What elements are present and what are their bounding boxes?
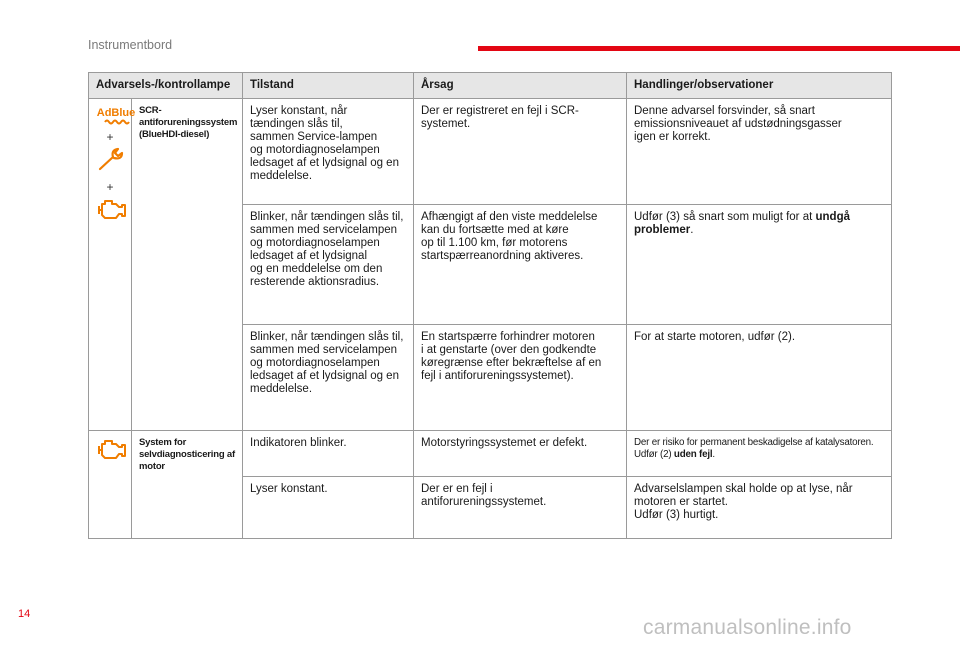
system-label-scr: SCR-antiforureningssystem (BlueHDI-diesel): [132, 99, 243, 431]
watermark-text: carmanualsonline.info: [643, 616, 852, 639]
condition-cell: Lyser konstant, når tændingen slås til, sammen Service-lampen og motordiagnoselampen ledsaget af et lydsignal og en meddelelse.: [243, 99, 414, 205]
action-cell: For at starte motoren, udfør (2).: [627, 325, 892, 431]
action-cell: Der er risiko for permanent beskadigelse af katalysatoren. Udfør (2) uden fejl.: [627, 431, 892, 477]
emphasis-text: uden fejl: [673, 449, 713, 460]
table-row: [89, 431, 892, 477]
diagnostics-icon-cell: [89, 431, 132, 539]
cause-cell: Motorstyringssystemet er defekt.: [414, 431, 627, 477]
system-label-diagnostics: System for selvdiagnosticering af motor: [132, 431, 243, 539]
cause-cell: Afhængigt af den viste meddelelse kan du fortsætte med at køre op til 1.100 km, før motorens startspærreanordning aktiveres.: [414, 205, 627, 325]
column-header-actions: Handlinger/observationer: [627, 73, 892, 99]
cause-cell: Der er en fejl i antiforureningssystemet.: [414, 477, 627, 539]
page-number: 14: [18, 608, 31, 620]
plus-sign: +: [106, 180, 114, 194]
cause-cell: En startspærre forhindrer motoren i at genstarte (over den godkendte køregrænse efter bekræftelse af en fejl i antiforureningssystemet).: [414, 325, 627, 431]
warning-lamp-table: [88, 72, 892, 539]
condition-cell: Blinker, når tændingen slås til, sammen med servicelampen og motordiagnoselampen ledsaget af et lydsignal og en meddelelse om den resterende aktionsradius.: [243, 205, 414, 325]
svg-text:AdBlue: AdBlue: [96, 107, 136, 119]
column-header-condition: Tilstand: [243, 73, 414, 99]
section-title: Instrumentbord: [88, 38, 173, 52]
wrench-icon: [96, 147, 126, 173]
emphasis-text: undgå problemer: [634, 211, 850, 236]
action-cell: Udfør (3) så snart som muligt for at undgå problemer.: [627, 205, 892, 325]
engine-icon: [96, 437, 128, 461]
column-header-cause: Årsag: [414, 73, 627, 99]
section-accent-bar: [478, 46, 960, 51]
scr-icon-cell: [89, 99, 136, 431]
condition-cell: Lyser konstant.: [243, 477, 414, 539]
cause-cell: Der er registreret en fejl i SCR- systemet.: [414, 99, 627, 205]
adblue-icon: [96, 105, 136, 127]
action-cell: Advarselslampen skal holde op at lyse, når motoren er startet. Udfør (3) hurtigt.: [627, 477, 892, 539]
column-header-lamp: Advarsels-/kontrollampe: [89, 73, 243, 99]
table-row: [89, 99, 892, 205]
plus-sign: +: [106, 130, 114, 144]
action-cell: Denne advarsel forsvinder, så snart emissionsniveauet af udstødningsgasser igen er korrekt.: [627, 99, 892, 205]
condition-cell: Blinker, når tændingen slås til, sammen med servicelampen og motordiagnoselampen ledsaget af et lydsignal og en meddelelse.: [243, 325, 414, 431]
condition-cell: Indikatoren blinker.: [243, 431, 414, 477]
table-header-row: [89, 73, 892, 99]
engine-icon: [96, 197, 128, 221]
